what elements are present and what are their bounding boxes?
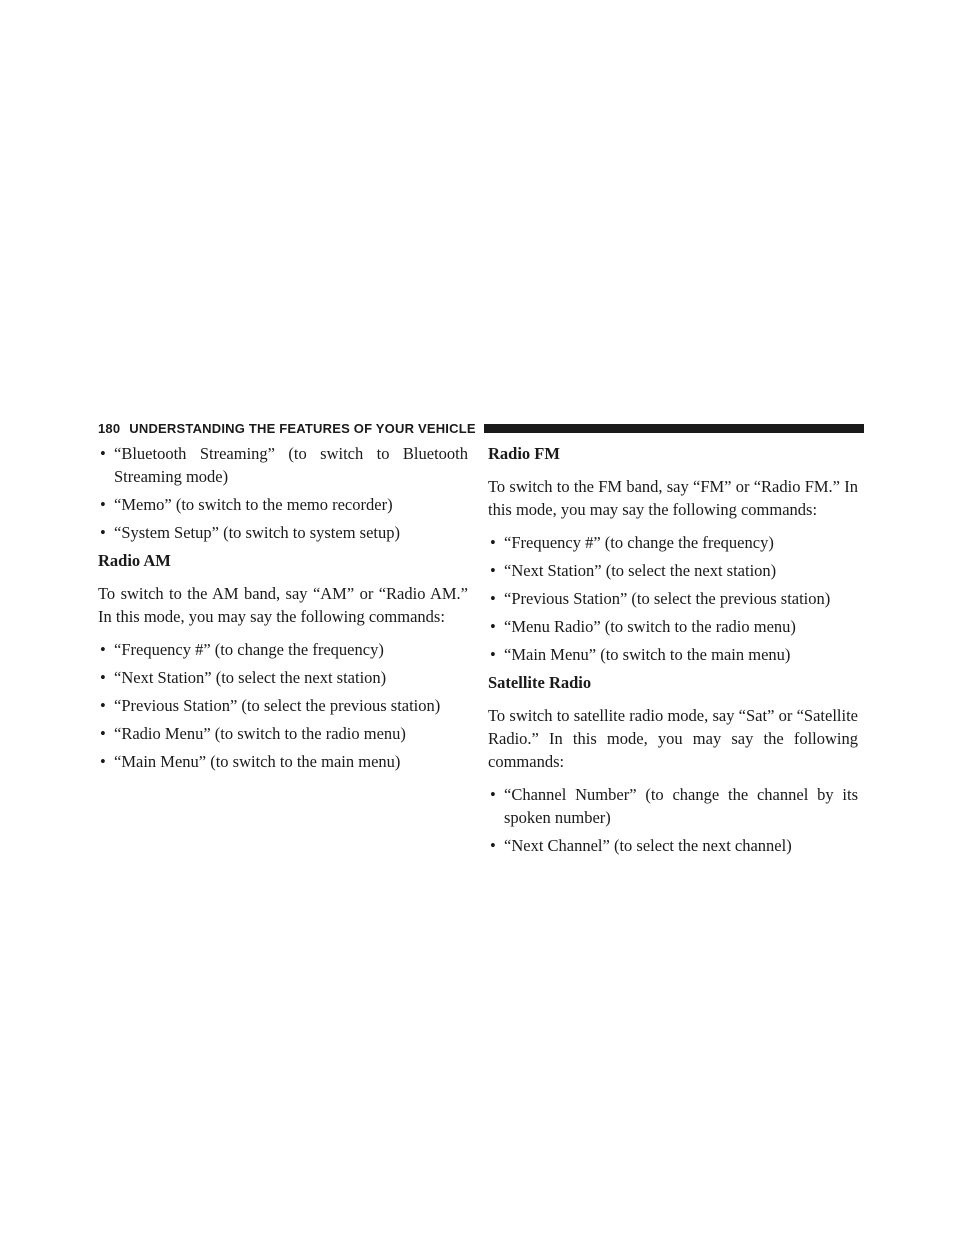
satellite-radio-intro: To switch to satellite radio mode, say “Sat” or “Satellite Radio.” In this mode, you may say the following commands: (488, 706, 858, 771)
left-column (98, 442, 468, 778)
list-item: • “Main Menu” (to switch to the main menu) (98, 750, 468, 773)
list-item: • “Menu Radio” (to switch to the radio menu) (488, 615, 858, 638)
section-title: UNDERSTANDING THE FEATURES OF YOUR VEHICLE (129, 420, 476, 436)
header-rule (484, 424, 864, 433)
page-number: 180 (98, 420, 121, 436)
satellite-radio-heading: Satellite Radio (488, 673, 592, 692)
list-item: • “Radio Menu” (to switch to the radio menu) (98, 722, 468, 745)
top-bullet-list (98, 442, 468, 544)
list-item: • “Previous Station” (to select the previous station) (488, 587, 858, 610)
radio-am-heading: Radio AM (98, 551, 171, 570)
list-item: • “Next Station” (to select the next station) (488, 559, 858, 582)
radio-am-intro: To switch to the AM band, say “AM” or “Radio AM.” In this mode, you may say the following commands: (98, 584, 468, 626)
satellite-radio-commands (488, 783, 858, 857)
list-item: • “Channel Number” (to change the channel by its spoken number) (488, 783, 858, 829)
radio-fm-heading: Radio FM (488, 444, 560, 463)
list-item: • “Next Channel” (to select the next channel) (488, 834, 858, 857)
list-item: • “Memo” (to switch to the memo recorder) (98, 493, 468, 516)
radio-am-commands (98, 638, 468, 773)
list-item: • “Bluetooth Streaming” (to switch to Bluetooth Streaming mode) (98, 442, 468, 488)
list-item: • “Frequency #” (to change the frequency) (488, 531, 858, 554)
right-column (488, 442, 858, 862)
list-item: • “Previous Station” (to select the previous station) (98, 694, 468, 717)
page-header (98, 418, 864, 438)
list-item: • “System Setup” (to switch to system setup) (98, 521, 468, 544)
list-item: • “Next Station” (to select the next station) (98, 666, 468, 689)
radio-fm-commands (488, 531, 858, 666)
list-item: • “Frequency #” (to change the frequency) (98, 638, 468, 661)
list-item: • “Main Menu” (to switch to the main menu) (488, 643, 858, 666)
radio-fm-intro: To switch to the FM band, say “FM” or “Radio FM.” In this mode, you may say the following commands: (488, 477, 858, 519)
